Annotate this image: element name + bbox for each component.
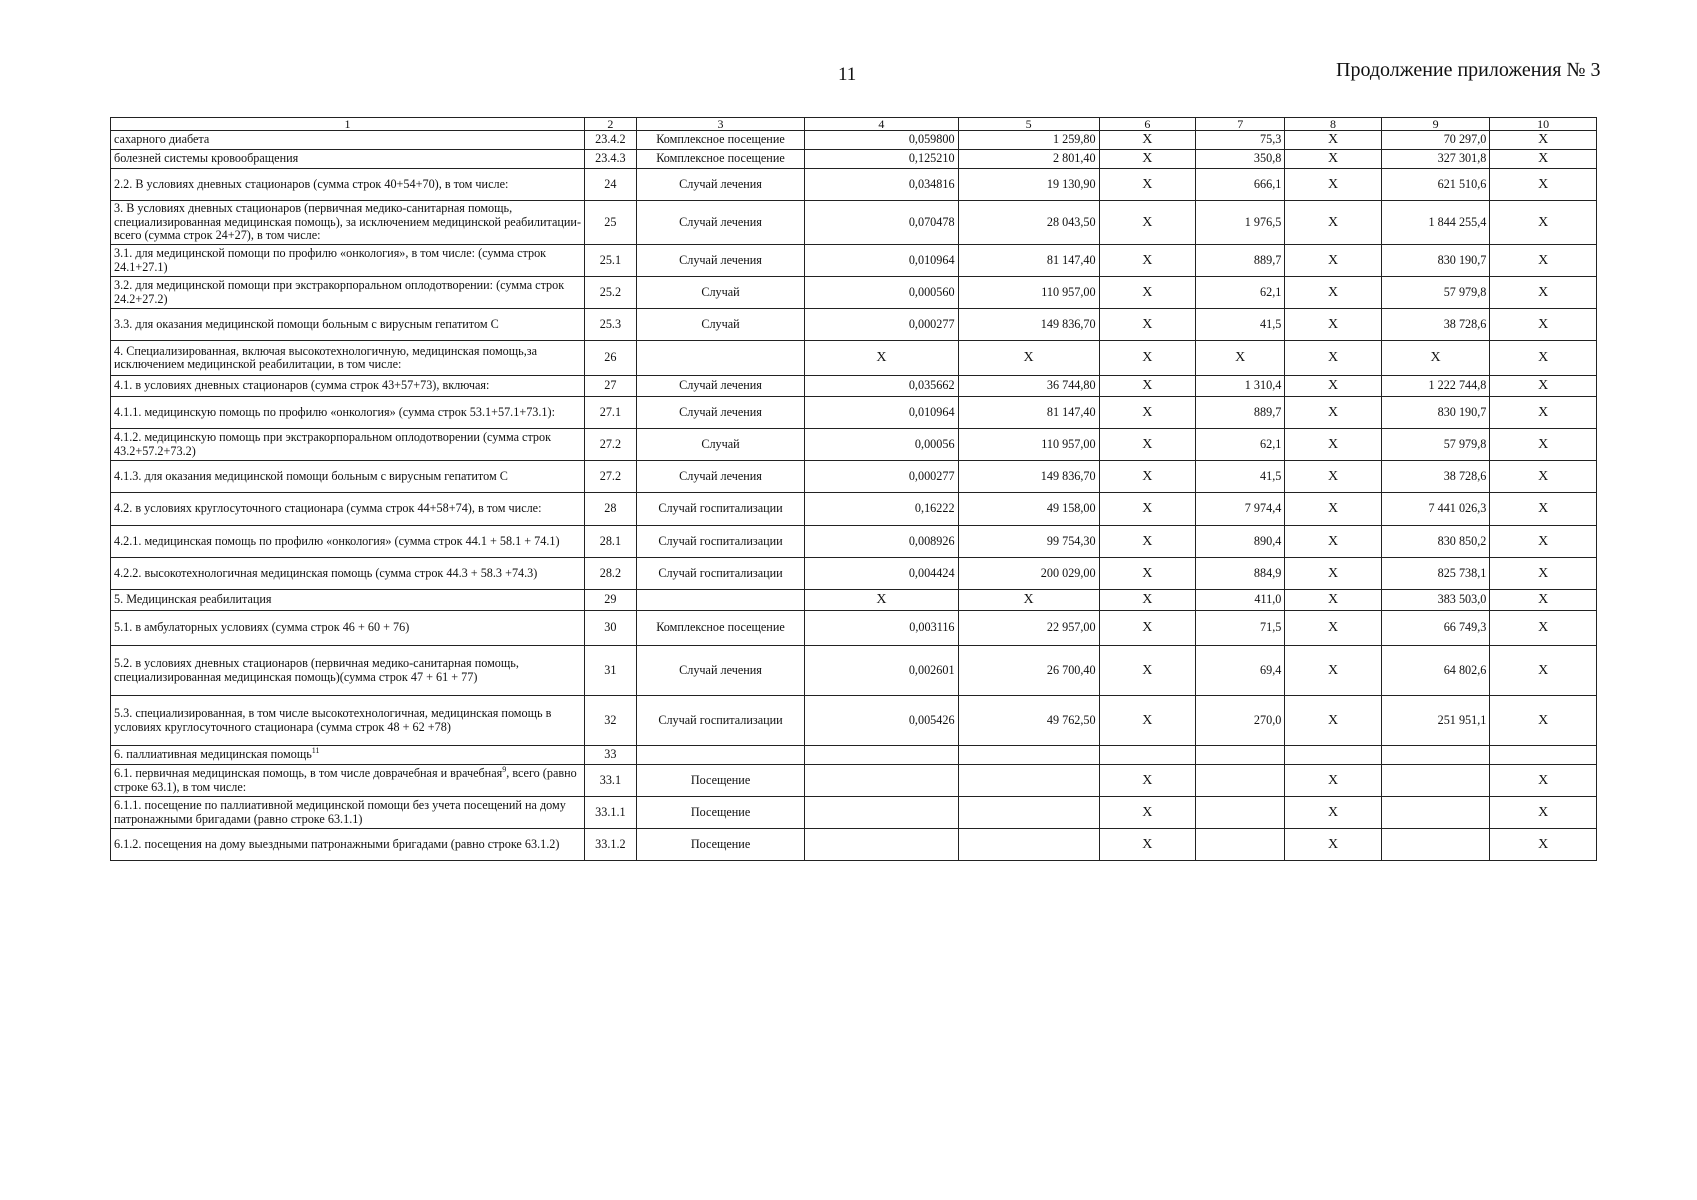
row-name: 4.1.2. медицинскую помощь при экстракорпоральном оплодотворении (сумма строк 43.2+57.2+73.2) bbox=[114, 430, 552, 458]
row-name-cell bbox=[111, 150, 585, 169]
value-cell-8: X bbox=[1285, 526, 1381, 558]
value-cell-5: 26 700,40 bbox=[958, 646, 1099, 696]
unit-cell bbox=[636, 341, 804, 376]
unit-cell: Случай лечения bbox=[636, 376, 804, 397]
unit-cell: Случай bbox=[636, 429, 804, 461]
row-name: 3. В условиях дневных стационаров (первичная медико-санитарная помощь, специализированная медицинская помощь), за исключением медицинской реабилитации-всего (сумма строк 24+27), в том числе: bbox=[114, 201, 582, 243]
value-cell-10: X bbox=[1490, 245, 1597, 277]
value-cell-7: 41,5 bbox=[1196, 309, 1285, 341]
row-name: 4.1.1. медицинскую помощь по профилю «онкология» (сумма строк 53.1+57.1+73.1): bbox=[114, 404, 555, 419]
value-cell-8: X bbox=[1285, 829, 1381, 861]
value-cell-6: X bbox=[1099, 461, 1195, 493]
value-cell-8: X bbox=[1285, 277, 1381, 309]
value-cell-10: X bbox=[1490, 461, 1597, 493]
value-cell-7: 889,7 bbox=[1196, 397, 1285, 429]
value-cell-10: X bbox=[1490, 493, 1597, 526]
value-cell-9: 327 301,8 bbox=[1381, 150, 1490, 169]
table-row bbox=[111, 309, 1597, 341]
financing-table bbox=[110, 117, 1597, 861]
row-name-cell bbox=[111, 341, 585, 376]
value-cell-10: X bbox=[1490, 696, 1597, 746]
value-cell-5: 36 744,80 bbox=[958, 376, 1099, 397]
value-cell-5: 49 762,50 bbox=[958, 696, 1099, 746]
row-name: 4.2.1. медицинская помощь по профилю «онкология» (сумма строк 44.1 + 58.1 + 74.1) bbox=[114, 533, 560, 548]
table-row bbox=[111, 376, 1597, 397]
row-name: 6.1.2. посещения на дому выездными патронажными бригадами (равно строке 63.1.2) bbox=[114, 836, 560, 851]
row-code-cell: 27 bbox=[585, 376, 637, 397]
value-cell-9: 64 802,6 bbox=[1381, 646, 1490, 696]
row-name: 6.1. первичная медицинская помощь, в том числе доврачебная и врачебная bbox=[114, 766, 503, 780]
row-name-cell bbox=[111, 245, 585, 277]
value-cell-4: 0,004424 bbox=[805, 558, 958, 590]
row-name-cell bbox=[111, 558, 585, 590]
row-name: 4.2. в условиях круглосуточного стационара (сумма строк 44+58+74), в том числе: bbox=[114, 501, 542, 516]
column-header: 7 bbox=[1196, 118, 1285, 131]
row-name-cell bbox=[111, 309, 585, 341]
table-row bbox=[111, 131, 1597, 150]
column-number-header-row bbox=[111, 118, 1597, 131]
row-name: сахарного диабета bbox=[114, 132, 210, 147]
unit-cell: Посещение bbox=[636, 765, 804, 797]
table-row bbox=[111, 341, 1597, 376]
row-name: 3.2. для медицинской помощи при экстракорпоральном оплодотворении: (сумма строк 24.2+27.2) bbox=[114, 278, 565, 306]
value-cell-8: X bbox=[1285, 150, 1381, 169]
value-cell-7 bbox=[1196, 797, 1285, 829]
value-cell-7: 889,7 bbox=[1196, 245, 1285, 277]
value-cell-6: X bbox=[1099, 277, 1195, 309]
value-cell-8: X bbox=[1285, 797, 1381, 829]
row-code-cell: 33.1.1 bbox=[585, 797, 637, 829]
table-row bbox=[111, 797, 1597, 829]
value-cell-10 bbox=[1490, 746, 1597, 765]
row-code-cell: 28.2 bbox=[585, 558, 637, 590]
row-code-cell: 24 bbox=[585, 169, 637, 201]
value-cell-6: X bbox=[1099, 558, 1195, 590]
unit-cell bbox=[636, 590, 804, 611]
value-cell-5: 1 259,80 bbox=[958, 131, 1099, 150]
value-cell-5: 22 957,00 bbox=[958, 611, 1099, 646]
table-row bbox=[111, 611, 1597, 646]
value-cell-4 bbox=[805, 746, 958, 765]
value-cell-4: 0,16222 bbox=[805, 493, 958, 526]
value-cell-5: 149 836,70 bbox=[958, 309, 1099, 341]
value-cell-6: X bbox=[1099, 131, 1195, 150]
footnote-marker: 11 bbox=[311, 746, 320, 756]
row-name-cell bbox=[111, 461, 585, 493]
unit-cell: Случай госпитализации bbox=[636, 696, 804, 746]
row-code-cell: 25.1 bbox=[585, 245, 637, 277]
value-cell-6: X bbox=[1099, 493, 1195, 526]
row-name: 3.3. для оказания медицинской помощи больным с вирусным гепатитом С bbox=[114, 316, 499, 331]
unit-cell: Посещение bbox=[636, 829, 804, 861]
value-cell-8: X bbox=[1285, 429, 1381, 461]
table-row bbox=[111, 696, 1597, 746]
value-cell-4: X bbox=[805, 341, 958, 376]
table-row bbox=[111, 461, 1597, 493]
row-name: 5. Медицинская реабилитация bbox=[114, 592, 272, 607]
value-cell-10: X bbox=[1490, 309, 1597, 341]
value-cell-7: 350,8 bbox=[1196, 150, 1285, 169]
value-cell-4: 0,000560 bbox=[805, 277, 958, 309]
row-code-cell: 31 bbox=[585, 646, 637, 696]
row-name: 4. Специализированная, включая высокотехнологичную, медицинская помощь,за исключением медицинской реабилитации, в том числе: bbox=[114, 343, 537, 371]
value-cell-9: 825 738,1 bbox=[1381, 558, 1490, 590]
table-row bbox=[111, 277, 1597, 309]
row-name-cell bbox=[111, 277, 585, 309]
value-cell-9: 70 297,0 bbox=[1381, 131, 1490, 150]
value-cell-5: 2 801,40 bbox=[958, 150, 1099, 169]
value-cell-8: X bbox=[1285, 309, 1381, 341]
column-header: 1 bbox=[111, 118, 585, 131]
row-code-cell: 25.3 bbox=[585, 309, 637, 341]
row-name-cell bbox=[111, 131, 585, 150]
appendix-continuation-title: Продолжение приложения № 3 bbox=[1336, 59, 1601, 81]
value-cell-10: X bbox=[1490, 558, 1597, 590]
value-cell-5: 28 043,50 bbox=[958, 201, 1099, 245]
row-code-cell: 33.1.2 bbox=[585, 829, 637, 861]
value-cell-9 bbox=[1381, 829, 1490, 861]
row-name-cell bbox=[111, 611, 585, 646]
row-name-cell bbox=[111, 526, 585, 558]
value-cell-7: X bbox=[1196, 341, 1285, 376]
table-row bbox=[111, 765, 1597, 797]
value-cell-6: X bbox=[1099, 201, 1195, 245]
value-cell-10: X bbox=[1490, 765, 1597, 797]
value-cell-8: X bbox=[1285, 590, 1381, 611]
column-header: 6 bbox=[1099, 118, 1195, 131]
unit-cell: Случай лечения bbox=[636, 461, 804, 493]
value-cell-4: 0,059800 bbox=[805, 131, 958, 150]
value-cell-10: X bbox=[1490, 397, 1597, 429]
value-cell-6: X bbox=[1099, 341, 1195, 376]
value-cell-10: X bbox=[1490, 376, 1597, 397]
row-code-cell: 28.1 bbox=[585, 526, 637, 558]
value-cell-4: 0,003116 bbox=[805, 611, 958, 646]
value-cell-10: X bbox=[1490, 590, 1597, 611]
value-cell-4: 0,035662 bbox=[805, 376, 958, 397]
value-cell-7: 62,1 bbox=[1196, 277, 1285, 309]
column-header: 3 bbox=[636, 118, 804, 131]
value-cell-9 bbox=[1381, 797, 1490, 829]
value-cell-8: X bbox=[1285, 169, 1381, 201]
value-cell-10: X bbox=[1490, 429, 1597, 461]
value-cell-4 bbox=[805, 765, 958, 797]
row-name: 4.1.3. для оказания медицинской помощи больным с вирусным гепатитом С bbox=[114, 468, 508, 483]
row-code-cell: 23.4.2 bbox=[585, 131, 637, 150]
value-cell-8: X bbox=[1285, 611, 1381, 646]
value-cell-6: X bbox=[1099, 376, 1195, 397]
unit-cell: Случай госпитализации bbox=[636, 493, 804, 526]
value-cell-6: X bbox=[1099, 397, 1195, 429]
row-name-cell bbox=[111, 829, 585, 861]
value-cell-7: 41,5 bbox=[1196, 461, 1285, 493]
row-code-cell: 23.4.3 bbox=[585, 150, 637, 169]
column-header: 10 bbox=[1490, 118, 1597, 131]
value-cell-5: X bbox=[958, 341, 1099, 376]
row-code-cell: 29 bbox=[585, 590, 637, 611]
row-name-cell bbox=[111, 765, 585, 797]
value-cell-8: X bbox=[1285, 376, 1381, 397]
row-name: болезней системы кровообращения bbox=[114, 151, 299, 166]
value-cell-5 bbox=[958, 829, 1099, 861]
value-cell-6: X bbox=[1099, 797, 1195, 829]
value-cell-7: 1 310,4 bbox=[1196, 376, 1285, 397]
value-cell-6: X bbox=[1099, 169, 1195, 201]
value-cell-6 bbox=[1099, 746, 1195, 765]
value-cell-6: X bbox=[1099, 150, 1195, 169]
row-name: 4.1. в условиях дневных стационаров (сумма строк 43+57+73), включая: bbox=[114, 378, 490, 393]
row-name: 4.2.2. высокотехнологичная медицинская помощь (сумма строк 44.3 + 58.3 +74.3) bbox=[114, 565, 538, 580]
value-cell-10: X bbox=[1490, 277, 1597, 309]
value-cell-7: 666,1 bbox=[1196, 169, 1285, 201]
value-cell-4: 0,000277 bbox=[805, 309, 958, 341]
table-row bbox=[111, 746, 1597, 765]
unit-cell: Случай лечения bbox=[636, 397, 804, 429]
row-name: 5.1. в амбулаторных условиях (сумма строк 46 + 60 + 76) bbox=[114, 620, 410, 635]
row-name: 5.2. в условиях дневных стационаров (первичная медико-санитарная помощь, специализированная медицинская помощь)(сумма строк 47 + 61 + 77) bbox=[114, 656, 519, 684]
value-cell-5 bbox=[958, 797, 1099, 829]
unit-cell: Случай госпитализации bbox=[636, 526, 804, 558]
value-cell-5: X bbox=[958, 590, 1099, 611]
value-cell-9: 621 510,6 bbox=[1381, 169, 1490, 201]
value-cell-8: X bbox=[1285, 696, 1381, 746]
value-cell-7: 411,0 bbox=[1196, 590, 1285, 611]
value-cell-4 bbox=[805, 797, 958, 829]
value-cell-9: 383 503,0 bbox=[1381, 590, 1490, 611]
row-code-cell: 28 bbox=[585, 493, 637, 526]
value-cell-10: X bbox=[1490, 829, 1597, 861]
unit-cell: Случай лечения bbox=[636, 169, 804, 201]
value-cell-4: 0,010964 bbox=[805, 397, 958, 429]
value-cell-7: 1 976,5 bbox=[1196, 201, 1285, 245]
value-cell-6: X bbox=[1099, 429, 1195, 461]
value-cell-8: X bbox=[1285, 461, 1381, 493]
value-cell-4: 0,005426 bbox=[805, 696, 958, 746]
value-cell-7 bbox=[1196, 746, 1285, 765]
table-row bbox=[111, 829, 1597, 861]
row-name-cell bbox=[111, 397, 585, 429]
unit-cell: Случай лечения bbox=[636, 245, 804, 277]
value-cell-6: X bbox=[1099, 526, 1195, 558]
value-cell-4: 0,125210 bbox=[805, 150, 958, 169]
value-cell-10: X bbox=[1490, 169, 1597, 201]
page-number: 11 bbox=[838, 64, 857, 85]
value-cell-5: 49 158,00 bbox=[958, 493, 1099, 526]
column-header: 2 bbox=[585, 118, 637, 131]
table-row bbox=[111, 201, 1597, 245]
unit-cell: Комплексное посещение bbox=[636, 611, 804, 646]
value-cell-9: 830 850,2 bbox=[1381, 526, 1490, 558]
value-cell-9: 57 979,8 bbox=[1381, 277, 1490, 309]
unit-cell: Посещение bbox=[636, 797, 804, 829]
row-name: 6.1.1. посещение по паллиативной медицинской помощи без учета посещений на дому патронажными бригадами (равно строке 63.1.1) bbox=[114, 798, 566, 826]
value-cell-6: X bbox=[1099, 829, 1195, 861]
value-cell-9: 7 441 026,3 bbox=[1381, 493, 1490, 526]
unit-cell: Случай лечения bbox=[636, 646, 804, 696]
value-cell-4: X bbox=[805, 590, 958, 611]
value-cell-9: 830 190,7 bbox=[1381, 397, 1490, 429]
table-row bbox=[111, 526, 1597, 558]
value-cell-6: X bbox=[1099, 590, 1195, 611]
value-cell-9: 57 979,8 bbox=[1381, 429, 1490, 461]
value-cell-10: X bbox=[1490, 611, 1597, 646]
table-row bbox=[111, 169, 1597, 201]
value-cell-6: X bbox=[1099, 611, 1195, 646]
table-row bbox=[111, 245, 1597, 277]
row-name: 2.2. В условиях дневных стационаров (сумма строк 40+54+70), в том числе: bbox=[114, 176, 509, 191]
row-code-cell: 30 bbox=[585, 611, 637, 646]
value-cell-6: X bbox=[1099, 696, 1195, 746]
value-cell-5: 99 754,30 bbox=[958, 526, 1099, 558]
value-cell-4: 0,034816 bbox=[805, 169, 958, 201]
value-cell-8: X bbox=[1285, 201, 1381, 245]
value-cell-9: 830 190,7 bbox=[1381, 245, 1490, 277]
value-cell-4: 0,00056 bbox=[805, 429, 958, 461]
unit-cell: Случай госпитализации bbox=[636, 558, 804, 590]
value-cell-7: 71,5 bbox=[1196, 611, 1285, 646]
row-code-cell: 32 bbox=[585, 696, 637, 746]
row-name: 3.1. для медицинской помощи по профилю «онкология», в том числе: (сумма строк 24.1+27.1) bbox=[114, 246, 547, 274]
value-cell-9: 251 951,1 bbox=[1381, 696, 1490, 746]
value-cell-7 bbox=[1196, 829, 1285, 861]
value-cell-8: X bbox=[1285, 493, 1381, 526]
value-cell-7: 7 974,4 bbox=[1196, 493, 1285, 526]
value-cell-10: X bbox=[1490, 131, 1597, 150]
value-cell-5: 81 147,40 bbox=[958, 245, 1099, 277]
value-cell-8: X bbox=[1285, 341, 1381, 376]
value-cell-5: 149 836,70 bbox=[958, 461, 1099, 493]
column-header: 4 bbox=[805, 118, 958, 131]
value-cell-10: X bbox=[1490, 646, 1597, 696]
value-cell-7 bbox=[1196, 765, 1285, 797]
value-cell-4: 0,070478 bbox=[805, 201, 958, 245]
table-body bbox=[111, 131, 1597, 861]
unit-cell: Комплексное посещение bbox=[636, 131, 804, 150]
value-cell-9 bbox=[1381, 765, 1490, 797]
value-cell-5: 110 957,00 bbox=[958, 277, 1099, 309]
row-name-tail: , всего (равно строке 63.1), в том числе: bbox=[114, 766, 577, 794]
value-cell-6: X bbox=[1099, 245, 1195, 277]
value-cell-8: X bbox=[1285, 245, 1381, 277]
value-cell-8: X bbox=[1285, 397, 1381, 429]
value-cell-7: 62,1 bbox=[1196, 429, 1285, 461]
table-row bbox=[111, 429, 1597, 461]
value-cell-5: 200 029,00 bbox=[958, 558, 1099, 590]
row-name-cell bbox=[111, 376, 585, 397]
value-cell-4: 0,010964 bbox=[805, 245, 958, 277]
column-header: 9 bbox=[1381, 118, 1490, 131]
row-code-cell: 27.2 bbox=[585, 461, 637, 493]
row-code-cell: 25.2 bbox=[585, 277, 637, 309]
value-cell-10: X bbox=[1490, 526, 1597, 558]
table-row bbox=[111, 150, 1597, 169]
row-name-cell bbox=[111, 696, 585, 746]
value-cell-9: X bbox=[1381, 341, 1490, 376]
row-code-cell: 33.1 bbox=[585, 765, 637, 797]
row-code-cell: 27.2 bbox=[585, 429, 637, 461]
row-name-cell bbox=[111, 590, 585, 611]
value-cell-6: X bbox=[1099, 646, 1195, 696]
value-cell-8: X bbox=[1285, 131, 1381, 150]
column-header: 5 bbox=[958, 118, 1099, 131]
value-cell-7: 890,4 bbox=[1196, 526, 1285, 558]
unit-cell: Случай bbox=[636, 309, 804, 341]
row-code-cell: 33 bbox=[585, 746, 637, 765]
value-cell-4: 0,002601 bbox=[805, 646, 958, 696]
value-cell-6: X bbox=[1099, 765, 1195, 797]
table-row bbox=[111, 397, 1597, 429]
value-cell-8: X bbox=[1285, 765, 1381, 797]
row-code-cell: 25 bbox=[585, 201, 637, 245]
value-cell-10: X bbox=[1490, 150, 1597, 169]
value-cell-9: 1 844 255,4 bbox=[1381, 201, 1490, 245]
value-cell-4: 0,008926 bbox=[805, 526, 958, 558]
value-cell-4 bbox=[805, 829, 958, 861]
value-cell-9 bbox=[1381, 746, 1490, 765]
value-cell-9: 38 728,6 bbox=[1381, 309, 1490, 341]
row-code-cell: 27.1 bbox=[585, 397, 637, 429]
value-cell-10: X bbox=[1490, 201, 1597, 245]
value-cell-9: 1 222 744,8 bbox=[1381, 376, 1490, 397]
value-cell-5: 110 957,00 bbox=[958, 429, 1099, 461]
unit-cell: Случай лечения bbox=[636, 201, 804, 245]
row-name-cell bbox=[111, 429, 585, 461]
table-row bbox=[111, 646, 1597, 696]
row-name-cell bbox=[111, 201, 585, 245]
table-row bbox=[111, 558, 1597, 590]
column-header: 8 bbox=[1285, 118, 1381, 131]
value-cell-7: 884,9 bbox=[1196, 558, 1285, 590]
row-name: 6. паллиативная медицинская помощь bbox=[114, 747, 312, 762]
row-name-cell bbox=[111, 646, 585, 696]
value-cell-5: 81 147,40 bbox=[958, 397, 1099, 429]
value-cell-5: 19 130,90 bbox=[958, 169, 1099, 201]
value-cell-5 bbox=[958, 746, 1099, 765]
value-cell-9: 66 749,3 bbox=[1381, 611, 1490, 646]
value-cell-8 bbox=[1285, 746, 1381, 765]
value-cell-4: 0,000277 bbox=[805, 461, 958, 493]
unit-cell: Комплексное посещение bbox=[636, 150, 804, 169]
value-cell-9: 38 728,6 bbox=[1381, 461, 1490, 493]
row-name-cell bbox=[111, 169, 585, 201]
row-name-cell bbox=[111, 746, 585, 765]
row-name-cell bbox=[111, 797, 585, 829]
value-cell-7: 270,0 bbox=[1196, 696, 1285, 746]
table-row bbox=[111, 493, 1597, 526]
value-cell-10: X bbox=[1490, 797, 1597, 829]
value-cell-10: X bbox=[1490, 341, 1597, 376]
value-cell-7: 69,4 bbox=[1196, 646, 1285, 696]
table-row bbox=[111, 590, 1597, 611]
value-cell-8: X bbox=[1285, 646, 1381, 696]
row-name: 5.3. специализированная, в том числе высокотехнологичная, медицинская помощь в условиях круглосуточного стационара (сумма строк 48 + 62 +78) bbox=[114, 706, 552, 734]
footnote-marker: 9 bbox=[502, 764, 507, 774]
value-cell-5 bbox=[958, 765, 1099, 797]
value-cell-6: X bbox=[1099, 309, 1195, 341]
unit-cell bbox=[636, 746, 804, 765]
row-code-cell: 26 bbox=[585, 341, 637, 376]
value-cell-8: X bbox=[1285, 558, 1381, 590]
row-name-cell bbox=[111, 493, 585, 526]
value-cell-7: 75,3 bbox=[1196, 131, 1285, 150]
unit-cell: Случай bbox=[636, 277, 804, 309]
